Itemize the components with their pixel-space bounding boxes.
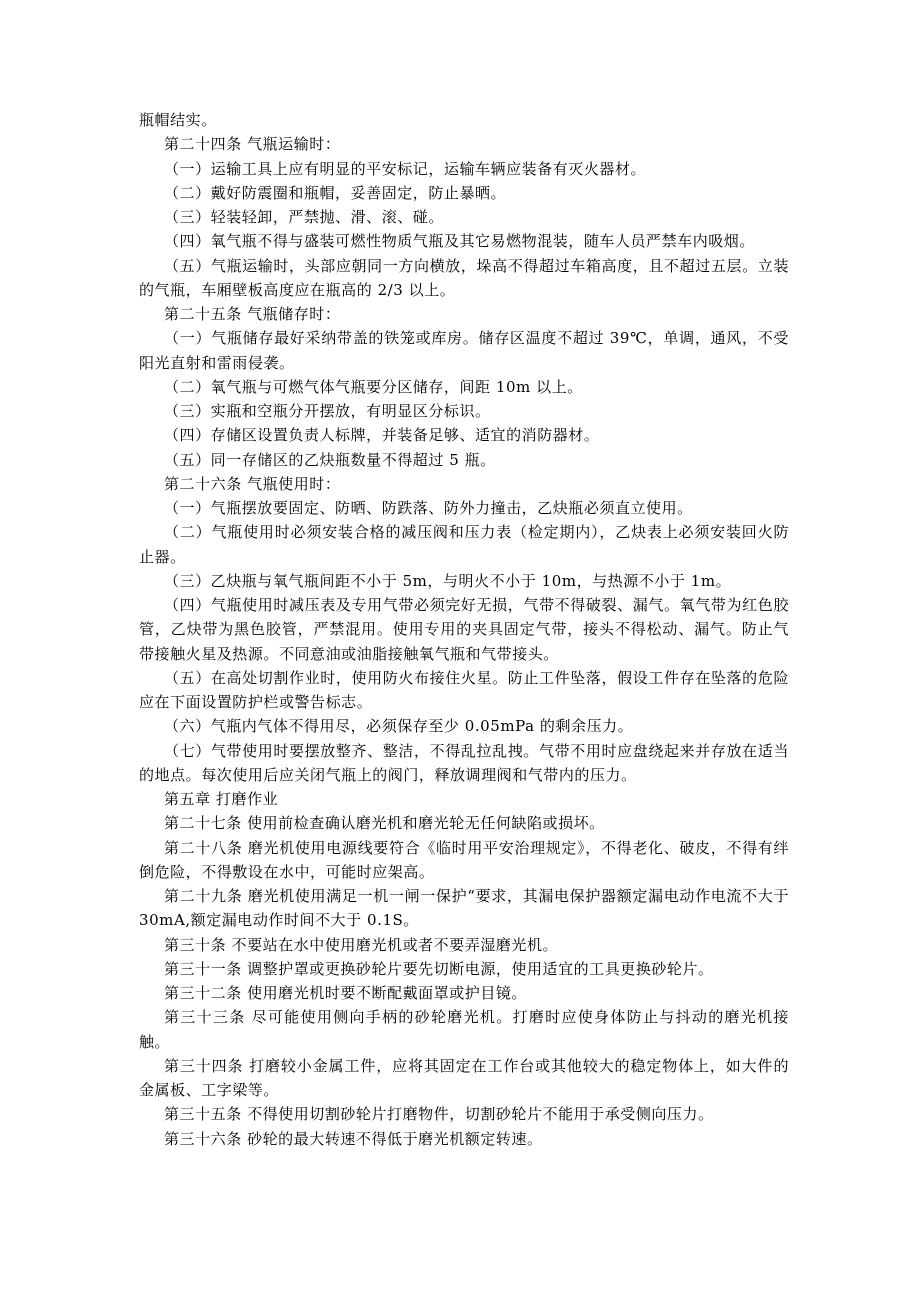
paragraph: （一）气瓶摆放要固定、防晒、防跌落、防外力撞击，乙炔瓶必须直立使用。 bbox=[164, 499, 693, 517]
paragraph: 第三十条 不要站在水中使用磨光机或者不要弄湿磨光机。 bbox=[164, 935, 559, 954]
paragraph: （五）气瓶运输时，头部应朝同一方向横放，垛高不得超过车箱高度，且不超过五层。立装的气瓶，车厢壁板高度应在瓶高的 2/3 以上。 bbox=[139, 256, 789, 299]
paragraph: （六）气瓶内气体不得用尽，必须保存至少 0.05mPa 的剩余压力。 bbox=[164, 717, 634, 736]
paragraph: 第三十六条 砂轮的最大转速不得低于磨光机额定转速。 bbox=[164, 1129, 543, 1148]
paragraph: 第五章 打磨作业 bbox=[164, 790, 279, 808]
paragraph: （四）气瓶使用时减压表及专用气带必须完好无损，气带不得破裂、漏气。氧气带为红色胶管，乙炔带为黑色胶管，严禁混用。使用专用的夹具固定气带，接头不得松动、漏气。防止气带接触火星及热源。不同意油或油脂接触氧气瓶和气带接头。 bbox=[139, 596, 789, 663]
paragraph: （三）轻装轻卸，严禁抛、滑、滚、碰。 bbox=[164, 208, 444, 226]
paragraph: 第二十八条 磨光机使用电源线要符合《临时用平安治理规定》，不得老化、破皮，不得有绊倒危险，不得敷设在水中，可能时应架高。 bbox=[139, 838, 789, 881]
paragraph: 瓶帽结实。 bbox=[139, 111, 217, 129]
paragraph: 第三十三条 尽可能使用侧向手柄的砂轮磨光机。打磨时应使身体防止与抖动的磨光机接触。 bbox=[139, 1008, 789, 1051]
paragraph: （五）同一存储区的乙炔瓶数量不得超过 5 瓶。 bbox=[164, 450, 496, 469]
paragraph: （三）实瓶和空瓶分开摆放，有明显区分标识。 bbox=[164, 402, 491, 420]
paragraph: （二）氧气瓶与可燃气体气瓶要分区储存，间距 10m 以上。 bbox=[164, 377, 583, 396]
paragraph: 第二十七条 使用前检查确认磨光机和磨光轮无任何缺陷或损坏。 bbox=[164, 814, 605, 833]
paragraph: 第三十五条 不得使用切割砂轮片打磨物件，切割砂轮片不能用于承受侧向压力。 bbox=[164, 1105, 714, 1124]
paragraph: （一）运输工具上应有明显的平安标记，运输车辆应装备有灭火器材。 bbox=[164, 159, 647, 178]
paragraph: （四）存储区设置负责人标牌，并装备足够、适宜的消防器材。 bbox=[164, 426, 600, 445]
paragraph: 第三十一条 调整护罩或更换砂轮片要先切断电源，使用适宜的工具更换砂轮片。 bbox=[164, 959, 714, 978]
paragraph: （二）气瓶使用时必须安装合格的减压阀和压力表（检定期内），乙炔表上必须安装回火防止器。 bbox=[139, 523, 789, 566]
paragraph: （五）在高处切割作业时，使用防火布接住火星。防止工件坠落，假设工件存在坠落的危险应在下面设置防护栏或警告标志。 bbox=[139, 668, 789, 711]
paragraph: 第二十九条 磨光机使用满足一机一闸一保护“要求，其漏电保护器额定漏电动作电流不大于 30mA,额定漏电动作时间不大于 0.1S。 bbox=[139, 887, 789, 930]
document-body bbox=[139, 108, 789, 1151]
paragraph: 第二十六条 气瓶使用时： bbox=[164, 474, 341, 493]
paragraph: （一）气瓶储存最好采纳带盖的铁笼或库房。储存区温度不超过 39℃，单调，通风，不受阳光直射和雷雨侵袭。 bbox=[139, 329, 789, 372]
paragraph: 第三十四条 打磨较小金属工件，应将其固定在工作台或其他较大的稳定物体上，如大件的金属板、工字梁等。 bbox=[139, 1056, 789, 1099]
paragraph: 第三十二条 使用磨光机时要不断配戴面罩或护目镜。 bbox=[164, 984, 527, 1002]
paragraph: 第二十四条 气瓶运输时： bbox=[164, 135, 341, 154]
paragraph: （四）氧气瓶不得与盛装可燃性物质气瓶及其它易燃物混装，随车人员严禁车内吸烟。 bbox=[164, 232, 755, 251]
paragraph: （七）气带使用时要摆放整齐、整洁，不得乱拉乱拽。气带不用时应盘绕起来并存放在适当的地点。每次使用后应关闭气瓶上的阀门，释放调理阀和气带内的压力。 bbox=[139, 741, 789, 784]
paragraph: 第二十五条 气瓶储存时： bbox=[164, 305, 341, 323]
paragraph: （三）乙炔瓶与氧气瓶间距不小于 5m，与明火不小于 10m，与热源不小于 1m。 bbox=[164, 571, 732, 590]
paragraph: （二）戴好防震圈和瓶帽，妥善固定，防止暴晒。 bbox=[164, 183, 507, 202]
